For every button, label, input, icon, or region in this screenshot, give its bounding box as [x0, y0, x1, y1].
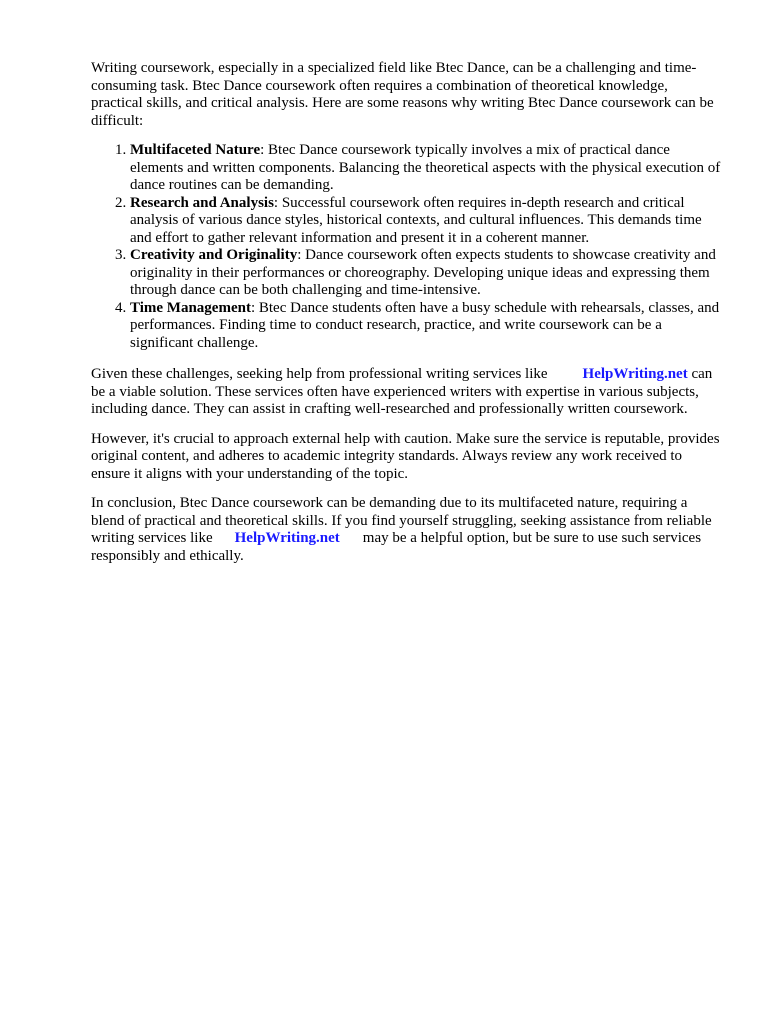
- conclusion-text-before: In conclusion, Btec Dance coursework can be demanding due to its multifaceted nature, requiring a blend of practical and theoretical skills. If you find yourself struggling, seeking assistance from reliable writing services like: [91, 495, 712, 546]
- help-text-before: Given these challenges, seeking help from professional writing services like: [91, 366, 548, 382]
- list-item: [130, 247, 723, 300]
- reason-term: Creativity and Originality: [130, 247, 298, 263]
- reason-text: : Btec Dance coursework typically involves a mix of practical dance elements and written components. Balancing the theoretical aspects with the physical execution of dance routines can be demanding.: [130, 142, 721, 193]
- list-item: [130, 142, 723, 195]
- help-text-after: can be a viable solution. These services often have experienced writers with expertise in various subjects, including dance. They can assist in crafting well-researched and professionally written coursework.: [91, 366, 713, 417]
- reason-text: : Btec Dance students often have a busy schedule with rehearsals, classes, and performances. Finding time to conduct research, practice, and write coursework can be a significant challenge.: [130, 299, 720, 351]
- reason-text: : Successful coursework often requires in-depth research and critical analysis of various dance styles, historical contexts, and cultural influences. This demands time and effort to gather relevant information and present it in a coherent manner.: [130, 194, 702, 246]
- list-item: [130, 300, 723, 353]
- conclusion-paragraph: [91, 495, 723, 565]
- reasons-list: [91, 142, 723, 352]
- conclusion-text-after: may be a helpful option, but be sure to use such services responsibly and ethically.: [91, 530, 702, 564]
- caution-paragraph: However, it's crucial to approach external help with caution. Make sure the service is reputable, provides original content, and adheres to academic integrity standards. Always review any work received to ensure it aligns with your understanding of the topic.: [91, 430, 720, 482]
- helpwriting-link[interactable]: HelpWriting.net: [582, 366, 688, 382]
- reason-term: Time Management: [130, 299, 251, 316]
- reason-term: Multifaceted Nature: [130, 142, 261, 158]
- list-item: [130, 195, 723, 248]
- reason-term: Research and Analysis: [130, 194, 274, 211]
- helpwriting-link[interactable]: HelpWriting.net: [234, 530, 340, 546]
- help-paragraph: [91, 366, 723, 419]
- intro-paragraph: Writing coursework, especially in a specialized field like Btec Dance, can be a challenging and time-consuming task. Btec Dance coursework often requires a combination of theoretical knowledge, practical skills, and critical analysis. Here are some reasons why writing Btec Dance coursework can be difficult:: [91, 60, 714, 129]
- document-page: [91, 60, 723, 577]
- reason-text: : Dance coursework often expects students to showcase creativity and originality in their performances or choreography. Developing unique ideas and expressing them through dance can be both challenging and time-intensive.: [130, 247, 716, 298]
